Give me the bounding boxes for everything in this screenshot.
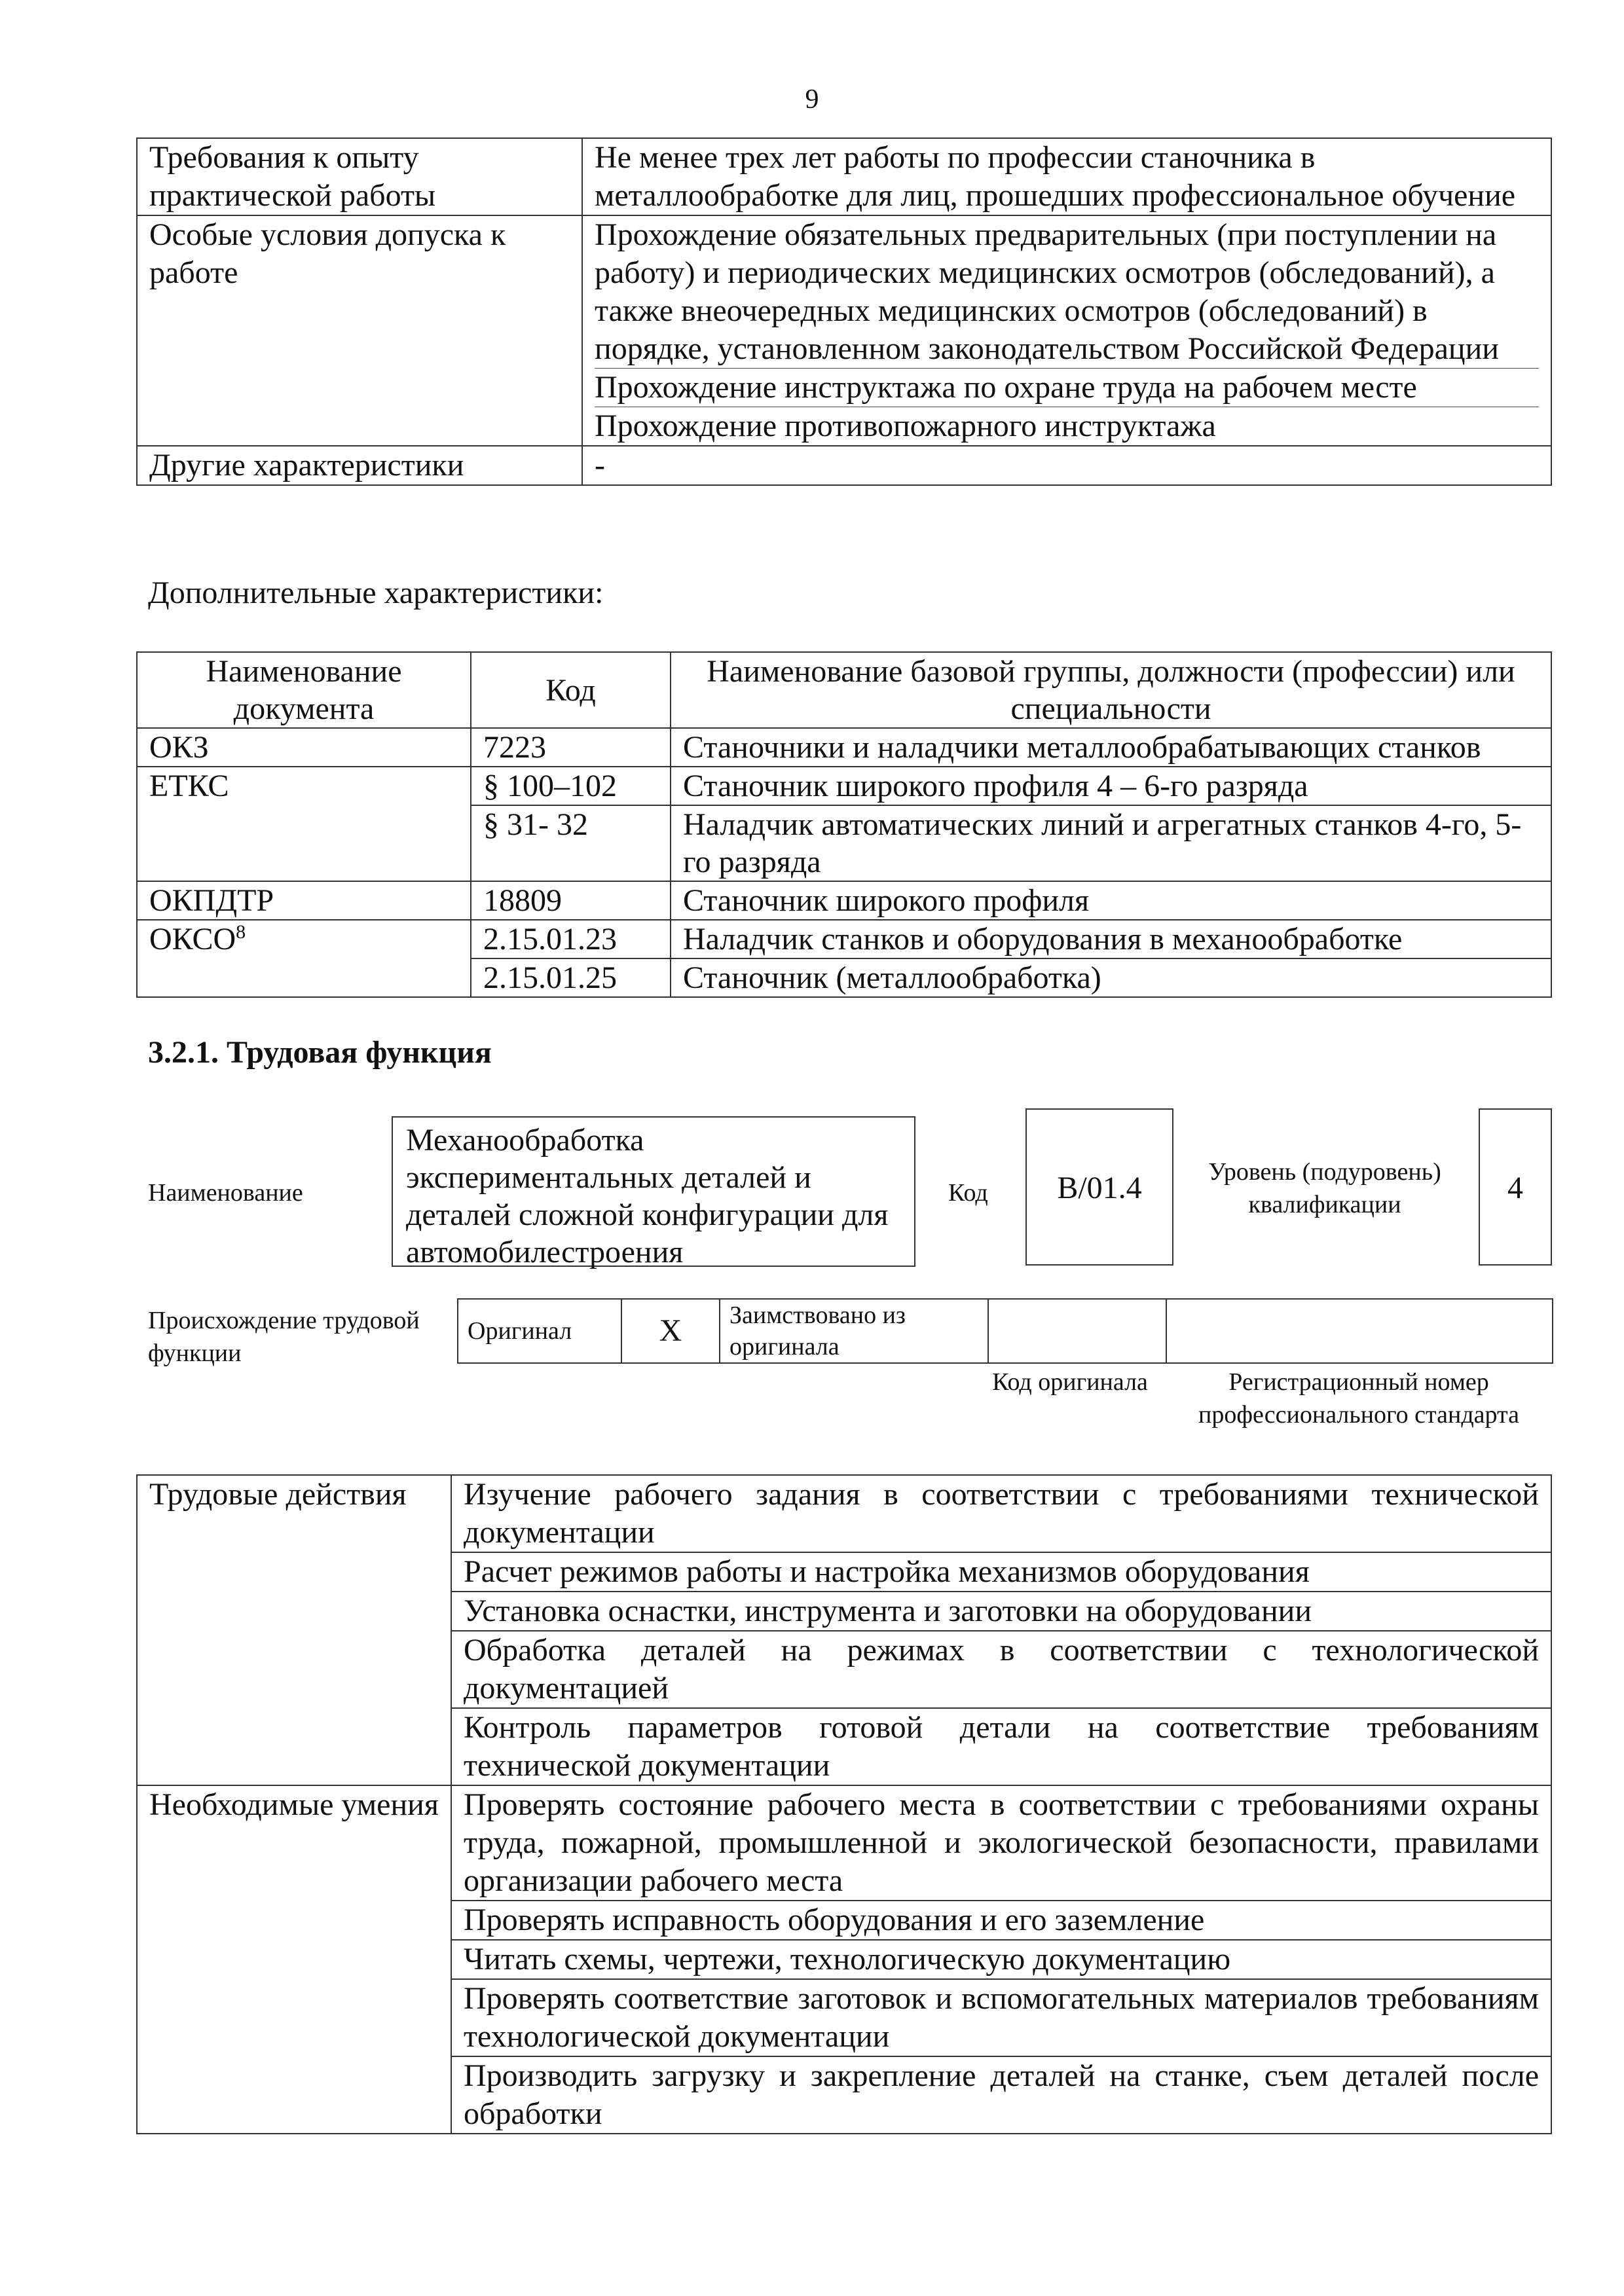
origin-table [457, 1298, 1553, 1364]
table-row [458, 1299, 1553, 1363]
requirement-value [582, 215, 1551, 446]
page-number: 9 [805, 84, 819, 115]
origin-original: Оригинал [458, 1299, 621, 1363]
table-row [137, 728, 1551, 767]
extra-characteristics-label: Дополнительные характеристики: [148, 575, 604, 610]
table-row [137, 446, 1551, 485]
code-cell: 2.15.01.25 [471, 958, 671, 997]
action-item: Обработка деталей на режимах в соответствии с технологической документацией [451, 1631, 1551, 1708]
table-row [137, 1475, 1551, 1552]
function-code-value: B/01.4 [1025, 1108, 1173, 1266]
origin-code-cell [988, 1299, 1166, 1363]
origin-borrowed: Заимствовано из оригинала [720, 1299, 988, 1363]
requirement-label: Другие характеристики [137, 446, 582, 485]
requirement-line: Прохождение обязательных предварительных (при поступлении на работу) и периодических медицинских осмотров (обследований), а также внеочередных медицинских осмотров (обследований) в порядке, установленном законодательством Российской Федерации [595, 216, 1539, 369]
skill-item: Проверять соответствие заготовок и вспомогательных материалов требованиям технологической документации [451, 1979, 1551, 2056]
name-cell: Станочник (металлообработка) [671, 958, 1551, 997]
requirement-value [582, 138, 1551, 215]
code-cell: § 100–102 [471, 767, 671, 805]
code-cell: 18809 [471, 881, 671, 920]
requirement-label: Требования к опыту практической работы [137, 138, 582, 215]
origin-label: Происхождение трудовой функции [148, 1307, 420, 1367]
table-row [137, 138, 1551, 215]
origin-reg-cell [1166, 1299, 1553, 1363]
function-code-label: Код [948, 1179, 988, 1207]
code-cell: § 31- 32 [471, 805, 671, 881]
table-header-row [137, 652, 1551, 728]
requirement-label: Особые условия допуска к работе [137, 215, 582, 446]
action-item: Установка оснастки, инструмента и заготовки на оборудовании [451, 1592, 1551, 1631]
code-cell: 2.15.01.23 [471, 920, 671, 958]
table-row [137, 1785, 1551, 1901]
name-cell: Станочники и наладчики металлообрабатывающих станков [671, 728, 1551, 767]
requirements-table [136, 137, 1552, 486]
action-item: Изучение рабочего задания в соответствии с требованиями технической документации [451, 1475, 1551, 1552]
qualification-level-value: 4 [1479, 1108, 1552, 1266]
skills-label: Необходимые умения [137, 1785, 451, 2134]
code-cell: 7223 [471, 728, 671, 767]
requirement-line: Не менее трех лет работы по профессии станочника в металлообработке для лиц, прошедших профессиональное обучение [595, 140, 1516, 213]
qualification-level-label: Уровень (подуровень) квалификации [1208, 1158, 1441, 1218]
requirement-line: Прохождение инструктажа по охране труда на рабочем месте [595, 369, 1539, 407]
footnote-mark: 8 [236, 921, 246, 943]
doc-name: ОКСО [149, 922, 236, 957]
action-item: Контроль параметров готовой детали на соответствие требованиям технической документации [451, 1708, 1551, 1785]
column-header: Наименование документа [137, 652, 471, 728]
table-row [137, 215, 1551, 446]
extra-characteristics-table [136, 651, 1552, 998]
requirement-line: - [595, 448, 605, 483]
skill-item: Проверять исправность оборудования и его заземление [451, 1901, 1551, 1940]
requirement-value [582, 446, 1551, 485]
column-header: Код [471, 652, 671, 728]
doc-cell [137, 920, 471, 997]
origin-reg-caption: Регистрационный номер профессионального стандарта [1198, 1368, 1519, 1429]
skill-item: Производить загрузку и закрепление деталей на станке, съем деталей после обработки [451, 2056, 1551, 2134]
doc-cell: ОКЗ [137, 728, 471, 767]
section-title: 3.2.1. Трудовая функция [148, 1035, 492, 1070]
action-item: Расчет режимов работы и настройка механизмов оборудования [451, 1552, 1551, 1592]
skill-item: Проверять состояние рабочего места в соответствии с требованиями охраны труда, пожарной, промышленной и экологической безопасности, правилами организации рабочего места [451, 1785, 1551, 1901]
table-row [137, 767, 1551, 805]
skill-item: Читать схемы, чертежи, технологическую документацию [451, 1940, 1551, 1979]
name-cell: Станочник широкого профиля 4 – 6-го разряда [671, 767, 1551, 805]
doc-cell: ЕТКС [137, 767, 471, 881]
name-cell: Наладчик станков и оборудования в механообработке [671, 920, 1551, 958]
function-name-label: Наименование [148, 1179, 303, 1207]
table-row [137, 881, 1551, 920]
requirement-line: Прохождение противопожарного инструктажа [595, 409, 1216, 443]
column-header: Наименование базовой группы, должности (профессии) или специальности [671, 652, 1551, 728]
doc-cell: ОКПДТР [137, 881, 471, 920]
function-name-value: Механообработка экспериментальных деталей и деталей сложной конфигурации для автомобилестроения [406, 1123, 889, 1269]
origin-code-caption: Код оригинала [992, 1368, 1148, 1396]
function-name-box [392, 1116, 915, 1267]
name-cell: Станочник широкого профиля [671, 881, 1551, 920]
table-row [137, 920, 1551, 958]
name-cell: Наладчик автоматических линий и агрегатных станков 4-го, 5-го разряда [671, 805, 1551, 881]
actions-skills-table [136, 1474, 1552, 2134]
origin-mark: X [621, 1299, 720, 1363]
actions-label: Трудовые действия [137, 1475, 451, 1785]
